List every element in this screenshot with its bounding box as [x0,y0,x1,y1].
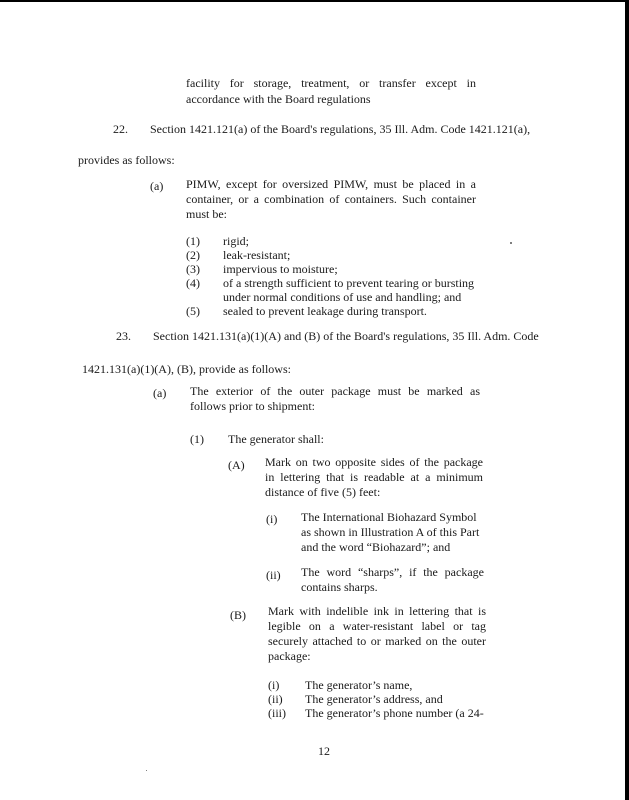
list-item-text: impervious to moisture; [223,262,338,276]
item-Aii-line: contains sharps. [301,580,378,594]
item-Ai-text [301,510,479,555]
subsection-B-line: legible on a water-resistant label or tag [268,619,486,633]
subsection-B-line: package: [268,649,311,663]
scan-edge-right [625,0,629,800]
list-item-text: leak-resistant; [223,248,291,262]
quote2-text [190,384,480,399]
scan-edge-top [0,0,629,2]
quote1-label: (a) [150,179,164,193]
quote2-line: follows prior to shipment: [190,399,315,413]
paragraph-22-text: Section 1421.121(a) of the Board's regulations, 35 Ill. Adm. Code 1421.121(a), [150,122,531,136]
item-Ai-line: The International Biohazard Symbol [301,510,477,524]
intro-paragraph-end [186,92,371,107]
subsection-A-line: distance of five (5) feet: [265,485,381,499]
subsection-B-text [268,604,486,649]
item-Aii-line: The word “sharps”, if the package [301,565,484,579]
intro-line: facility for storage, treatment, or transfer except in [186,76,476,90]
item-Ai-line: as shown in Illustration A of this Part [301,525,480,539]
quote1-line: must be: [186,207,227,221]
list-item-text: of a strength sufficient to prevent tearing or bursting [223,276,475,290]
quote1-line: container, or a combination of containers. Such container [186,192,476,206]
list-item-number: (2) [186,248,200,262]
item-Aii-label: (ii) [266,568,281,582]
quote1-line: PIMW, except for oversized PIMW, must be placed in a [186,177,476,191]
paragraph-22-text-cont: provides as follows: [78,153,175,167]
list-item-number: (3) [186,262,200,276]
paragraph-23-text-cont: 1421.131(a)(1)(A), (B), provide as follows: [82,362,291,376]
quote1-text [186,177,476,207]
list-item-text: under normal conditions of use and handling; and [223,290,462,304]
list2-item-number: (ii) [268,692,283,706]
paragraph-22-number: 22. [113,122,128,136]
subsection-1-label: (1) [190,432,204,446]
list-item-number: (4) [186,276,200,290]
item-Aii-text [301,565,484,580]
list-item-text: sealed to prevent leakage during transport. [223,304,427,318]
scan-speck [146,770,147,771]
subsection-1-text: The generator shall: [228,432,324,446]
paragraph-23-number: 23. [116,329,131,343]
subsection-A-text [265,455,483,485]
list-item-number: (5) [186,304,200,318]
subsection-A-label: (A) [228,458,245,472]
intro-paragraph [186,76,476,91]
subsection-B-line: securely attached to or marked on the outer [268,634,486,648]
subsection-B-text-end [268,649,311,664]
subsection-A-line: in lettering that is readable at a minimum [265,470,483,484]
intro-line: accordance with the Board regulations [186,92,371,106]
subsection-B-label: (B) [230,608,246,622]
item-Aii-text-end [301,580,378,595]
list2-item-number: (iii) [268,706,286,720]
list-item-text: rigid; [223,234,249,248]
item-Ai-line: and the word “Biohazard”; and [301,540,451,554]
list2-item-text: The generator’s name, [305,678,413,692]
page-number: 12 [318,744,330,758]
item-Ai-label: (i) [266,512,278,526]
quote1-text-end [186,207,227,222]
list2-item-text: The generator’s address, and [305,692,443,706]
paragraph-23-text: Section 1421.131(a)(1)(A) and (B) of the Board's regulations, 35 Ill. Adm. Code [153,329,539,343]
subsection-B-line: Mark with indelible ink in lettering that is [268,604,486,618]
list2-item-number: (i) [268,678,280,692]
quote2-line: The exterior of the outer package must be marked as [190,384,480,398]
list-item-number: (1) [186,234,200,248]
subsection-A-line: Mark on two opposite sides of the package [265,455,483,469]
quote2-text-end [190,399,315,414]
scan-speck [510,242,512,244]
subsection-A-text-end [265,485,380,500]
quote2-label: (a) [153,386,167,400]
list2-item-text: The generator’s phone number (a 24- [305,706,484,720]
